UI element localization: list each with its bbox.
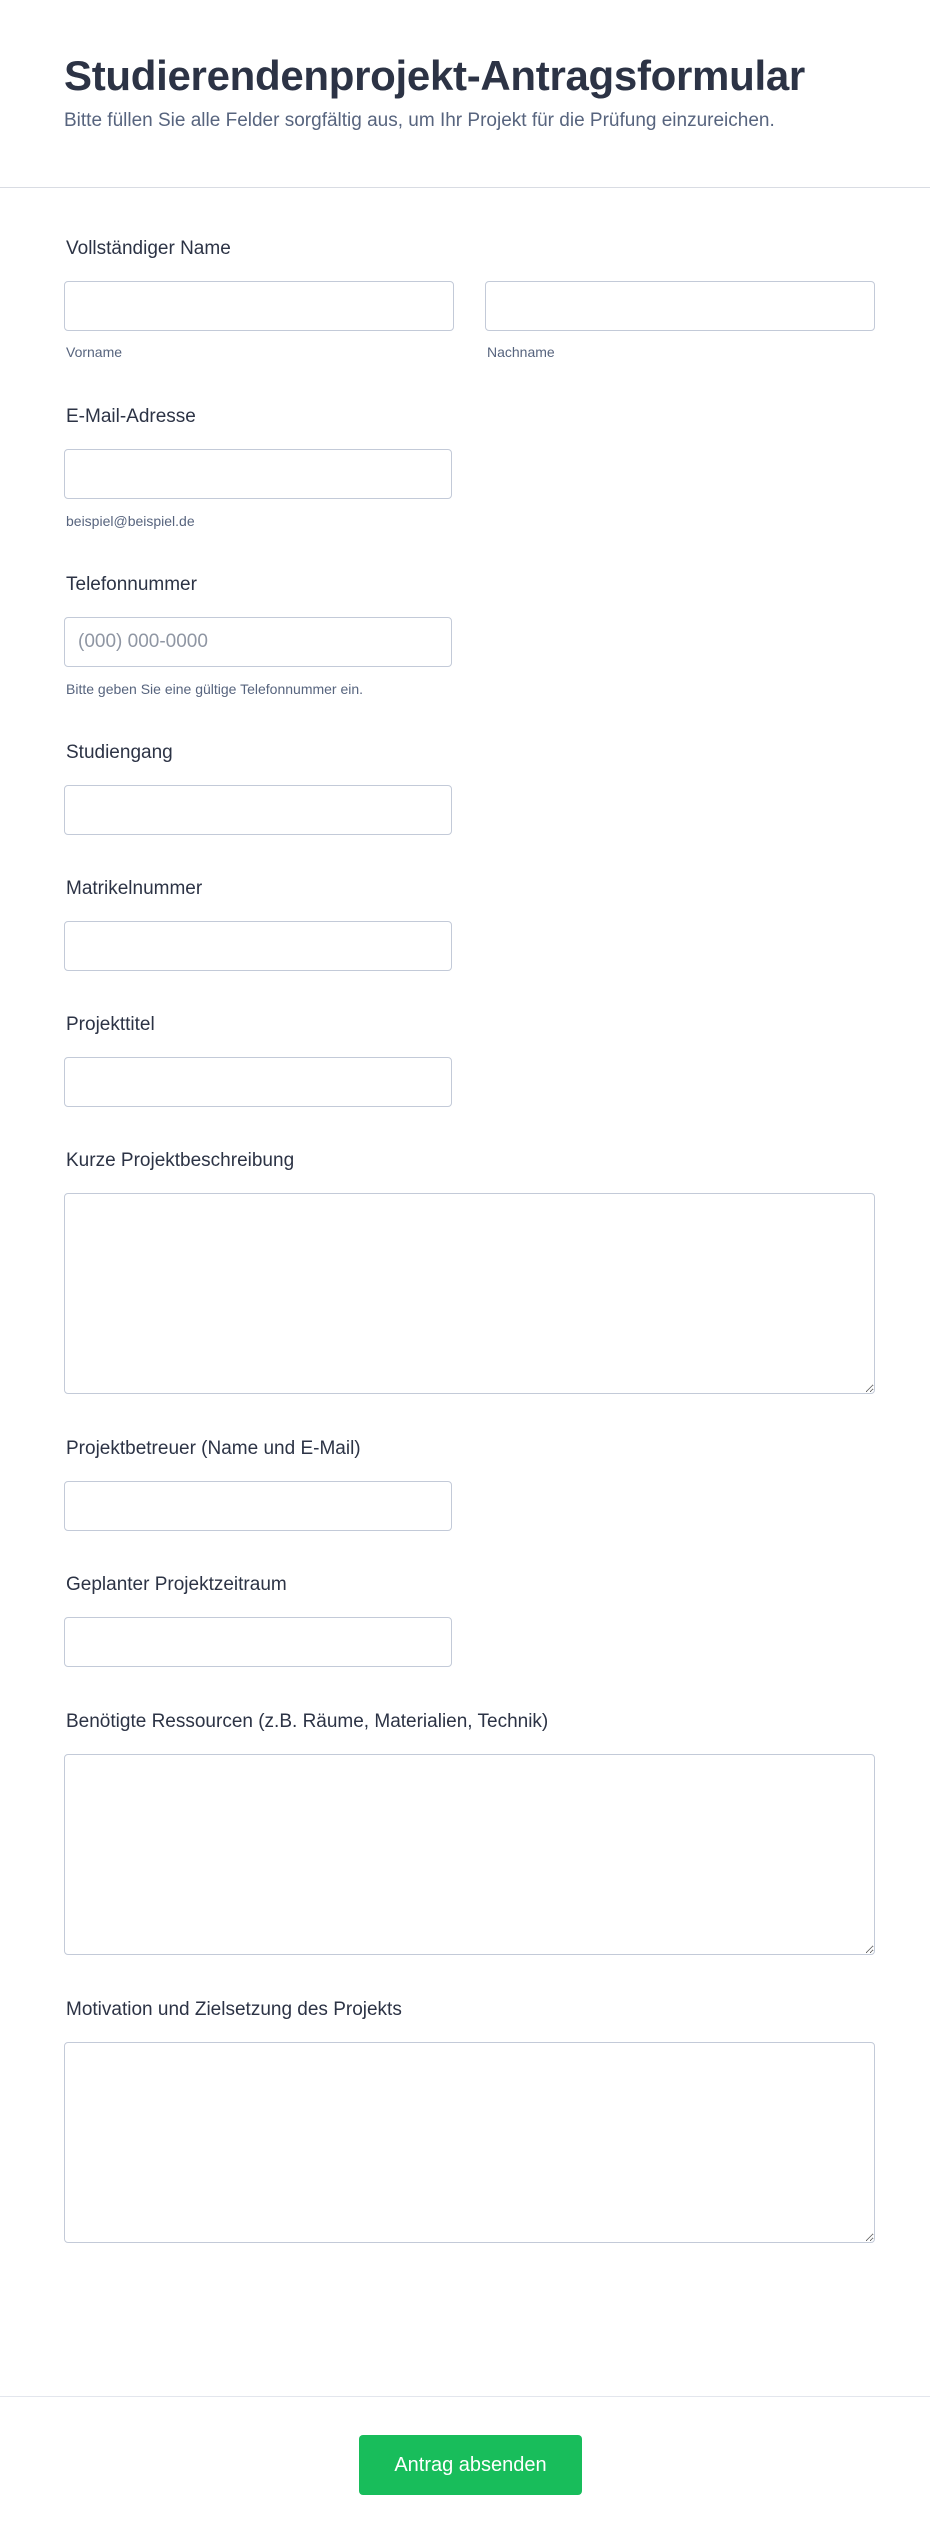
resources-label: Benötigte Ressourcen (z.B. Räume, Materialien, Technik) [66, 1711, 549, 1732]
motivation-label: Motivation und Zielsetzung des Projekts [66, 1999, 402, 2020]
motivation-textarea[interactable] [64, 2042, 875, 2243]
last-name-sublabel: Nachname [487, 344, 555, 360]
description-textarea[interactable] [64, 1193, 875, 1394]
email-label: E-Mail-Adresse [66, 406, 196, 427]
project-title-input[interactable] [64, 1057, 452, 1107]
last-name-input[interactable] [485, 281, 875, 331]
project-title-label: Projekttitel [66, 1014, 155, 1035]
submit-button[interactable]: Antrag absenden [359, 2435, 582, 2495]
form-title: Studierendenprojekt-Antragsformular [64, 52, 805, 99]
phone-sublabel: Bitte geben Sie eine gültige Telefonnummer ein. [66, 681, 364, 697]
timeframe-label: Geplanter Projektzeitraum [66, 1574, 287, 1595]
timeframe-input[interactable] [64, 1617, 452, 1667]
phone-input[interactable] [64, 617, 452, 667]
first-name-sublabel: Vorname [66, 344, 123, 360]
resources-textarea[interactable] [64, 1754, 875, 1955]
first-name-input[interactable] [64, 281, 454, 331]
phone-label: Telefonnummer [66, 574, 197, 595]
matriculation-input[interactable] [64, 921, 452, 971]
study-program-input[interactable] [64, 785, 452, 835]
full-name-label: Vollständiger Name [66, 238, 231, 259]
email-input[interactable] [64, 449, 452, 499]
study-program-label: Studiengang [66, 742, 173, 763]
supervisor-input[interactable] [64, 1481, 452, 1531]
supervisor-label: Projektbetreuer (Name und E-Mail) [66, 1438, 361, 1459]
form-header [0, 0, 930, 188]
form-subtitle: Bitte füllen Sie alle Felder sorgfältig aus, um Ihr Projekt für die Prüfung einzureichen. [64, 110, 775, 131]
email-sublabel: beispiel@beispiel.de [66, 513, 195, 529]
description-label: Kurze Projektbeschreibung [66, 1150, 295, 1171]
matriculation-label: Matrikelnummer [66, 878, 203, 899]
